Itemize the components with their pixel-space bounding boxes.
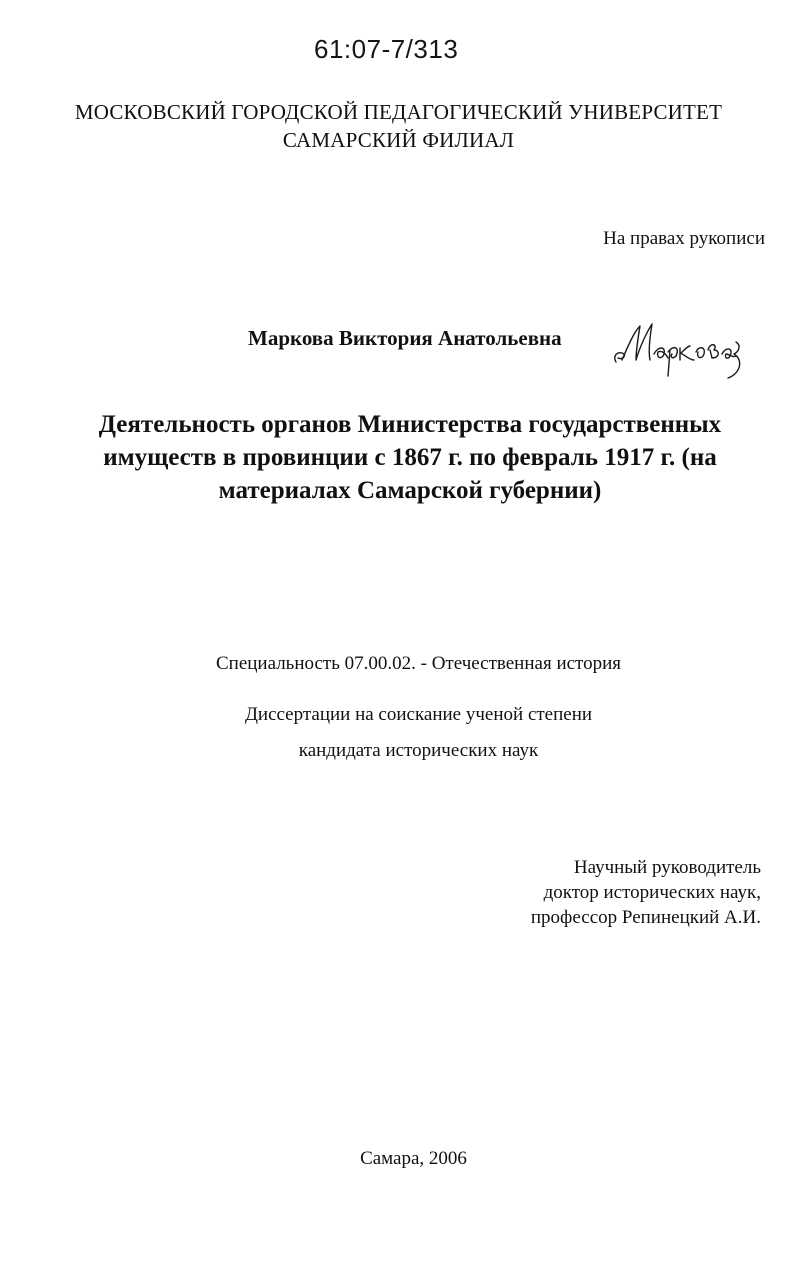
supervisor-label: Научный руководитель bbox=[573, 857, 761, 878]
university-name: МОСКОВСКИЙ ГОРОДСКОЙ ПЕДАГОГИЧЕСКИЙ УНИВЕРСИТЕТ bbox=[74, 100, 723, 124]
supervisor-degree: доктор исторических наук, bbox=[543, 882, 761, 903]
archive-stamp: 61:07-7/313 bbox=[314, 34, 459, 64]
dissertation-title-line-1: Деятельность органов Министерства государственных bbox=[98, 411, 722, 438]
degree-line-2: кандидата исторических наук bbox=[298, 740, 539, 761]
degree-line-1: Диссертации на соискание ученой степени bbox=[244, 704, 593, 725]
city-year: Самара, 2006 bbox=[360, 1148, 467, 1169]
dissertation-title-line-3: материалах Самарской губернии) bbox=[218, 477, 602, 504]
author-signature bbox=[610, 320, 750, 380]
manuscript-rights-note: На правах рукописи bbox=[603, 228, 765, 249]
supervisor-name: профессор Репинецкий А.И. bbox=[530, 907, 761, 928]
specialty-line: Специальность 07.00.02. - Отечественная история bbox=[215, 653, 622, 674]
dissertation-title-line-2: имуществ в провинции с 1867 г. по февраль 1917 г. (на bbox=[103, 444, 717, 471]
university-branch: САМАРСКИЙ ФИЛИАЛ bbox=[282, 128, 515, 152]
author-name: Маркова Виктория Анатольевна bbox=[248, 326, 562, 350]
